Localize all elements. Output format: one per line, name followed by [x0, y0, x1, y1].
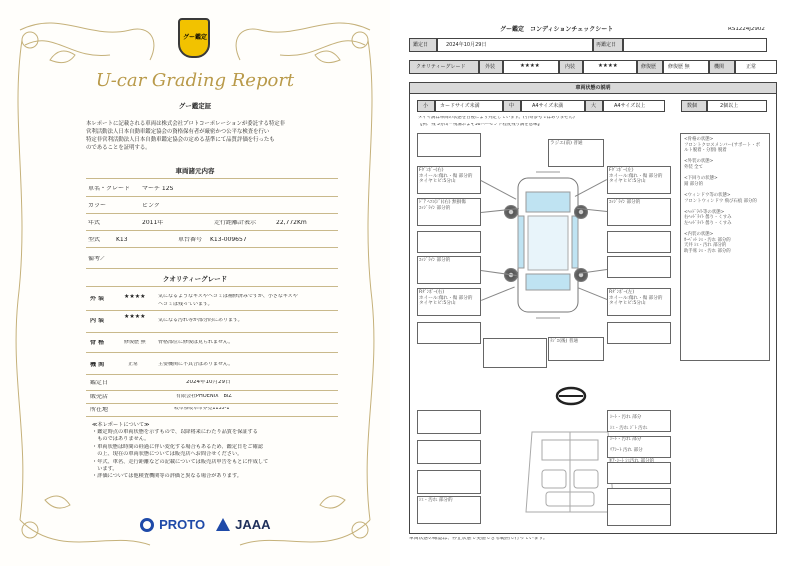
- model-value: K13: [116, 237, 128, 243]
- engine-label-cell: 機関: [709, 60, 735, 74]
- tire-note-1: タイヤ溝は車両の状態を目視により判定しています。(引寄参考ではありません): [418, 116, 575, 120]
- quality-header: クオリティーグレード: [162, 275, 228, 283]
- dealer-value: 有限会社PHOENIX BIZ: [176, 394, 232, 399]
- engine-label: 機 関: [90, 362, 105, 368]
- exterior-label: 外 装: [90, 296, 105, 302]
- name-value: マーチ 12S: [142, 186, 174, 192]
- condition-sheet: [400, 0, 800, 566]
- size-mid-desc-cell: A4サイズ未満: [521, 100, 585, 112]
- note-fr: Fﾀﾞﾝﾎﾞｰ(左) ホイール:傷れ・傷 部分的 タイヤヒビ:5分山: [609, 168, 663, 185]
- chassis-value: K13-009657: [210, 237, 247, 243]
- int-label-cell: 内装: [559, 60, 583, 74]
- repair-label-cell: 修復歴: [637, 60, 663, 74]
- frame-label: 骨 格: [90, 340, 105, 346]
- proto-logo-text: PROTO: [159, 517, 206, 532]
- color-label: カラー: [88, 203, 107, 209]
- int-stars-cell: ★★★★: [583, 60, 637, 74]
- model-label: 型式: [88, 237, 101, 243]
- size-mid-cell: 中: [503, 100, 521, 112]
- size-large-cell: 大: [585, 100, 603, 112]
- mileage-value: 22,772Km: [276, 220, 307, 226]
- note-rear: ﾗｼﾞｴ(後) 普通: [550, 339, 579, 344]
- note-box-right-lower: [607, 322, 671, 344]
- sheet-code: RS1224J2902: [728, 27, 765, 32]
- frame-value: 修復歴 無: [124, 340, 146, 345]
- exterior-text-1: 気になるようなキズやヘコミは補修済みですが、小さなキズや: [158, 294, 298, 299]
- report-title: U-car Grading Report: [95, 70, 295, 91]
- specs-header: 車両諸元内容: [175, 167, 215, 175]
- address-value: 岐阜県岐阜市芥見1135-1: [174, 407, 230, 411]
- date-label: 鑑定日: [90, 380, 109, 386]
- note-fl: Fﾀﾞﾝﾎﾞｰ(右) ホイール:傷れ・傷 部分的 タイヤヒビ:5分山: [419, 168, 473, 185]
- date-label-cell: 鑑定日: [409, 38, 437, 52]
- sheet-title: グー鑑定 コンディションチェックシート: [500, 26, 614, 33]
- ext-label-cell: 外装: [479, 60, 503, 74]
- interior-note-bottom: ｼﾐ・汚れ 部分的: [419, 498, 453, 503]
- size-small-desc-cell: カードサイズ未満: [435, 100, 503, 112]
- tire-note-2: 【例．残 5分山＝残溝およそ50パーセント程度残り溝を意味】: [418, 123, 542, 127]
- tire-rear-right: [574, 268, 588, 282]
- engine-text: 主要機関に不具合はありません。: [158, 362, 234, 367]
- note-box-left-2: [417, 231, 481, 253]
- note-box-front-left-upper: [417, 133, 481, 157]
- interior-box-2: [417, 440, 481, 464]
- note-rl: Rﾀﾞﾝﾎﾞｰ(右) ホイール:傷れ・傷 部分的 タイヤヒビ:5分山: [419, 290, 473, 307]
- interior-label: 内 装: [90, 318, 105, 324]
- badge-text: グー鑑定: [182, 34, 207, 41]
- engine-value-cell: 正常: [735, 60, 777, 74]
- note-rr: Rﾀﾞﾝﾎﾞｰ(左) ホイール:傷れ・傷 部分的 タイヤヒビ:5分山: [609, 290, 663, 307]
- goo-badge: [178, 18, 210, 58]
- exterior-text-2: ヘコミは残っています。: [158, 302, 213, 307]
- reappraisal-value-cell: [623, 38, 767, 52]
- size-small-cell: 小: [417, 100, 435, 112]
- note-box-right-2: [607, 231, 671, 253]
- jaaa-logo-icon: [216, 518, 230, 531]
- sheet-footer: 車両状態の確認は、停止状態で実施できる範囲で行っています。: [409, 537, 548, 541]
- interior-text: 気になる汚れ等が部分的にあります。: [158, 318, 243, 323]
- ext-stars-cell: ★★★★: [503, 60, 559, 74]
- chassis-label: 車台番号: [178, 237, 203, 243]
- year-label: 年式: [88, 220, 101, 226]
- jaaa-logo: [216, 514, 271, 530]
- size-large-desc-cell: A4サイズ以上: [603, 100, 665, 112]
- engine-value: 正常: [128, 362, 139, 367]
- count-label-cell: 数個: [681, 100, 707, 112]
- note-box-bottom-left: [483, 338, 547, 368]
- dealer-label: 販売店: [90, 394, 109, 400]
- side-notes: <骨格の状態> フロントクロスメンバー(サポート・ボ ルト脱着・分割) 脱着 <外装の状態> 外装 全て <下回りの状態> 錆 部分的 <ウィンドウ等の状態> フロントウィンドウ 飛び石痕 部分的 <ﾍｯﾄﾞﾗｲﾄ等の状態> 右ﾍｯﾄﾞﾗｲﾄ 曇り・くすみ 左ﾍｯﾄﾞﾗｲﾄ 曇り・くすみ <内装の状態> ｶｰﾍﾟｯﾄ ｼﾐ・汚れ 部分的 天井 ｼﾐ・汚れ 部分的 助手席 ｼﾐ・汚れ 部分的: [684, 137, 760, 254]
- tire-front-right: [574, 205, 588, 219]
- reappraisal-label-cell: 再鑑定日: [593, 38, 623, 52]
- certificate-panel: [0, 0, 390, 566]
- note-r1: ﾄﾞｱ ﾍｺﾐ(ｼﾞ)(右) 無損傷 ｴｯｼﾞﾗｲﾝ 部分的: [419, 200, 466, 211]
- jaaa-logo-text: JAAA: [235, 517, 271, 532]
- state-title-cell: 車両状態の説明: [409, 82, 777, 94]
- color-value: ピンク: [142, 203, 160, 209]
- date-value-cell: 2024年10月29日: [437, 38, 593, 52]
- steering-wheel-icon: [555, 386, 587, 406]
- car-top-view-diagram: [496, 170, 600, 320]
- date-value: 2024年10月29日: [186, 380, 231, 385]
- interior-stars: ★★★★: [124, 314, 146, 320]
- proto-logo: [140, 514, 205, 530]
- repair-value-cell: 修復歴 無: [663, 60, 709, 74]
- interior-box-r5: [607, 504, 671, 526]
- year-value: 2011年: [142, 220, 164, 226]
- note-box-rear-left-lower: [417, 322, 481, 344]
- proto-logo-icon: [140, 518, 154, 532]
- exterior-stars: ★★★★: [124, 294, 146, 300]
- qg-label-cell: クオリティーグレード: [409, 60, 479, 74]
- interior-box-3: [417, 470, 481, 494]
- address-label: 所在地: [90, 407, 109, 413]
- interior-notes-right: ｼｰﾄ・汚れ 部分 ｼﾐ・汚れ ｼﾞﾄ 汚れ ｼｰﾄ・汚れ 部分 ﾘｱｼｰﾄ 汚れ 部分 ﾘｱ･ｼｰﾄ ｼﾐ汚れ 部分的: [610, 415, 655, 464]
- note-front: ラジエ(前) 普通: [550, 141, 583, 146]
- tire-front-left: [504, 205, 518, 219]
- remarks-label: 備考／: [88, 256, 107, 262]
- frame-text: 骨格部位に修復は見られません。: [158, 340, 234, 345]
- note-l1: ｴｯｼﾞﾗｲﾝ 部分的: [609, 200, 641, 205]
- notes-block: ≪本レポートについて≫ ・鑑定時点の車両状態を示すもので、以降将来にわたり品質を保証する ものではありません。 ・車両状態は時間の経過に伴い変化する場合もあるため、鑑定日をご確認 の上、現在の車両状態については販売店へお問合せください。 ・年式、車名、走行距離などの記載については販売店申告をもとに作成して います。 ・評価については他検査機関等の評価と異なる場合があります。: [92, 422, 269, 480]
- count-value-cell: 2個以上: [707, 100, 767, 112]
- note-r2: ｴｯｼﾞﾗｲﾝ 部分的: [419, 258, 451, 263]
- intro-text: 本レポートに記載される車両は株式会社プロトコーポレーションが委託する特定非 営利活動法人日本自動車鑑定協会の資格保有者が厳密かつ公平な検査を行い 特定非営利活動法人日本自動車鑑定協会の定める基準にて品質評価を行ったも のであることを証明する。: [86, 121, 286, 151]
- interior-box-1: [417, 410, 481, 434]
- mileage-label: 走行距離計表示: [214, 220, 257, 226]
- note-box-right-3: [607, 256, 671, 278]
- report-subtitle: グー鑑定証: [178, 102, 212, 110]
- name-label: 車名・グレード: [88, 186, 131, 192]
